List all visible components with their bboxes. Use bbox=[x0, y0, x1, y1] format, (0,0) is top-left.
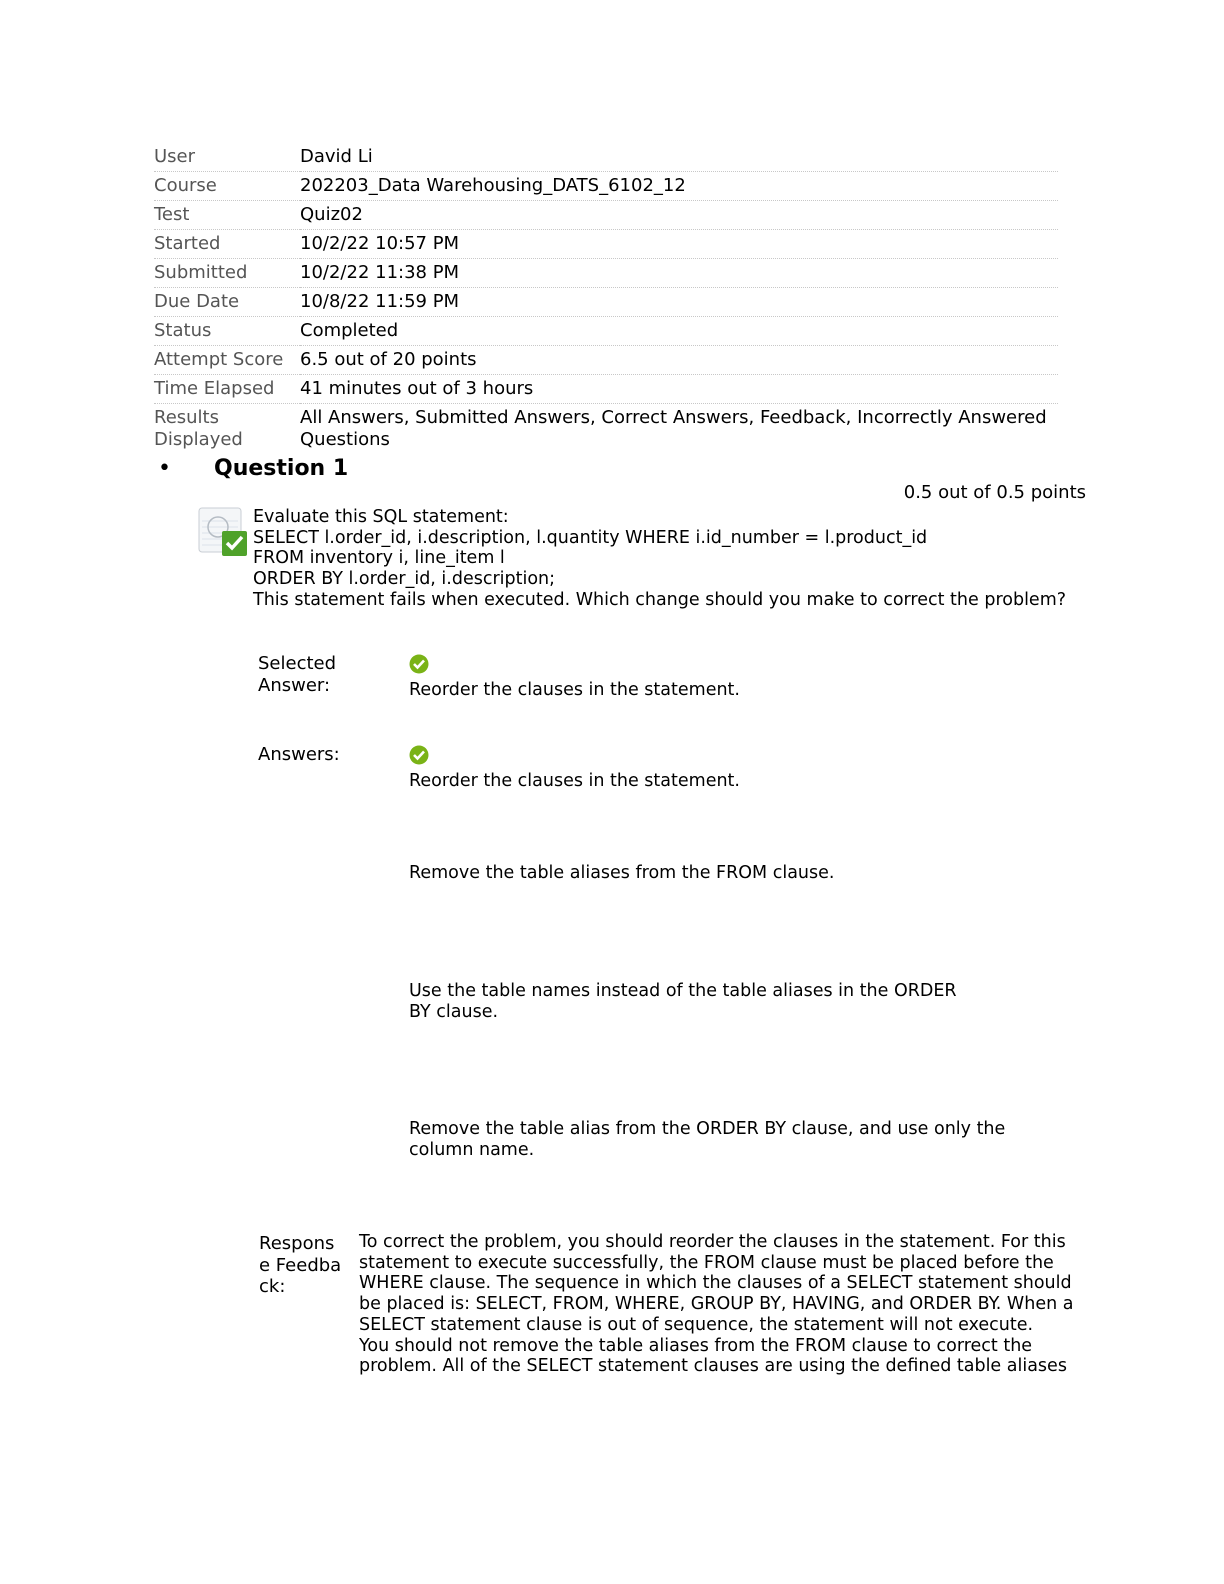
summary-value: 202203_Data Warehousing_DATS_6102_12 bbox=[300, 175, 686, 196]
summary-value: 6.5 out of 20 points bbox=[300, 349, 477, 370]
question-line: This statement fails when executed. Which change should you make to correct the problem? bbox=[253, 589, 1067, 610]
answer-option: Use the table names instead of the table aliases in the ORDER BY clause. bbox=[409, 981, 957, 1022]
summary-row bbox=[154, 375, 1058, 404]
correct-check-icon bbox=[409, 654, 429, 674]
response-feedback bbox=[359, 1232, 1089, 1377]
question-points: 0.5 out of 0.5 points bbox=[903, 482, 1086, 503]
summary-label: Attempt Score bbox=[154, 349, 284, 370]
summary-row bbox=[154, 346, 1058, 375]
summary-value: 10/2/22 10:57 PM bbox=[300, 233, 460, 254]
summary-label: Results Displayed bbox=[154, 407, 243, 450]
question-title: Question 1 bbox=[214, 456, 349, 481]
summary-value: 10/2/22 11:38 PM bbox=[300, 262, 460, 283]
question-line: SELECT l.order_id, i.description, l.quantity WHERE i.id_number = l.product_id bbox=[253, 527, 928, 548]
question-line: ORDER BY l.order_id, i.description; bbox=[253, 569, 556, 590]
summary-value: Completed bbox=[300, 320, 399, 341]
list-bullet: • bbox=[158, 456, 171, 481]
selected-answer: Reorder the clauses in the statement. bbox=[409, 680, 740, 700]
summary-value: 10/8/22 11:59 PM bbox=[300, 291, 460, 312]
summary-label: Course bbox=[154, 175, 217, 196]
summary-value: All Answers, Submitted Answers, Correct Answers, Feedback, Incorrectly Answered Questions bbox=[300, 407, 1047, 450]
summary-label: Started bbox=[154, 233, 221, 254]
summary-label: Submitted bbox=[154, 262, 248, 283]
question-line: FROM inventory i, line_item l bbox=[253, 548, 505, 569]
summary-row bbox=[154, 230, 1058, 259]
summary-row bbox=[154, 143, 1058, 172]
question-line: Evaluate this SQL statement: bbox=[253, 507, 509, 527]
summary-row bbox=[154, 317, 1058, 346]
summary-row bbox=[154, 172, 1058, 201]
summary-value: Quiz02 bbox=[300, 204, 363, 225]
correct-check-icon bbox=[409, 745, 429, 765]
feedback-paragraph: You should not remove the table aliases from the FROM clause to correct the problem. All of the SELECT statement clauses are using the defined table aliases bbox=[359, 1335, 1067, 1377]
summary-label: Status bbox=[154, 320, 212, 341]
summary-row bbox=[154, 259, 1058, 288]
correct-question-icon bbox=[198, 507, 248, 557]
feedback-paragraph: To correct the problem, you should reorder the clauses in the statement. For this statement to execute successfully, the FROM clause must be placed before the WHERE clause. The sequence in which the clauses of a SELECT statement should be placed is: SELECT, FROM, WHERE, GROUP BY, HAVING, and ORDER BY. When a SELECT statement clause is out of sequence, the statement will not execute. bbox=[359, 1232, 1074, 1335]
answer-option: Remove the table alias from the ORDER BY clause, and use only the column name. bbox=[409, 1119, 1006, 1160]
question-text bbox=[253, 507, 1103, 611]
summary-label: Test bbox=[154, 204, 190, 225]
answer-option: Reorder the clauses in the statement. bbox=[409, 771, 740, 791]
summary-value: 41 minutes out of 3 hours bbox=[300, 378, 534, 399]
answers-label: Answers: bbox=[258, 744, 340, 765]
summary-row bbox=[154, 404, 1058, 455]
summary-label: Due Date bbox=[154, 291, 240, 312]
answer-option: Remove the table aliases from the FROM clause. bbox=[409, 863, 835, 883]
summary-value: David Li bbox=[300, 146, 373, 167]
attempt-summary-table bbox=[154, 143, 1058, 454]
selected-answer-label: Selected Answer: bbox=[258, 653, 337, 696]
summary-row bbox=[154, 201, 1058, 230]
summary-row bbox=[154, 288, 1058, 317]
summary-label: Time Elapsed bbox=[154, 378, 275, 399]
summary-label: User bbox=[154, 146, 196, 167]
response-feedback-label: Response Feedback: bbox=[259, 1233, 342, 1297]
